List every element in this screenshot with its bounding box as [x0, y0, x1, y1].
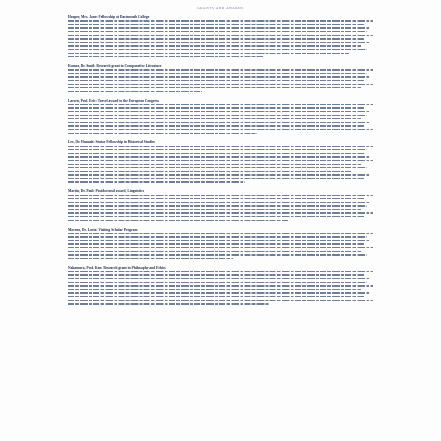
text-line [68, 129, 373, 130]
entry-heading: Nakamura, Prof. Ken: Research grant in Philosophy and Ethics [68, 265, 166, 270]
text-line [68, 69, 373, 70]
entry-heading: Larsen, Prof. Eric: Travel award to the European Congress [68, 98, 159, 103]
text-line [68, 42, 370, 43]
entry-block [68, 189, 373, 221]
text-line [68, 45, 361, 46]
text-line [68, 80, 364, 81]
text-line [68, 247, 373, 248]
text-line [68, 243, 364, 244]
text-line [68, 20, 373, 21]
text-line [68, 149, 367, 150]
entry-block [68, 15, 373, 57]
text-line [68, 202, 370, 203]
text-line [68, 24, 364, 25]
text-line [68, 289, 361, 290]
text-line [68, 198, 364, 199]
text-line [68, 27, 370, 28]
entry-heading: Lee, Dr. Hannah: Senior Fellowship in Historical Studies [68, 140, 155, 145]
text-line [68, 167, 367, 168]
text-line [68, 115, 367, 116]
entry-block [68, 64, 373, 92]
text-line [68, 178, 364, 179]
running-head: GRANTS AND AWARDS [197, 6, 244, 10]
entry-heading: Hooper, Mrs. Jane: Fellowship at Dartmouth College [68, 15, 150, 19]
text-line [68, 258, 233, 259]
entry-heading: Kumar, Dr. Sunil: Research grant in Comparative Literature [68, 63, 162, 68]
entry-heading: Martin, Dr. Paul: Postdoctoral award, Linguistics [68, 189, 145, 194]
text-line [68, 73, 367, 74]
text-line [68, 156, 370, 157]
text-line [68, 278, 370, 279]
text-line [68, 133, 257, 134]
text-line [68, 160, 373, 161]
text-line [68, 104, 373, 105]
text-line [68, 292, 370, 293]
text-line [68, 56, 263, 57]
text-line [68, 240, 370, 241]
text-line [68, 76, 370, 77]
text-line [68, 84, 373, 85]
text-line [68, 164, 361, 165]
text-line [68, 125, 364, 126]
text-column [68, 15, 373, 311]
text-line [68, 303, 269, 304]
text-line [68, 271, 373, 272]
text-line [68, 153, 364, 154]
text-line [68, 111, 370, 112]
text-line [68, 282, 367, 283]
text-line [68, 118, 361, 119]
entry-block [68, 228, 373, 260]
text-line [68, 195, 373, 196]
text-line [68, 146, 373, 147]
text-line [68, 254, 367, 255]
text-line [68, 274, 364, 275]
entry-block [68, 266, 373, 305]
text-line [68, 181, 245, 182]
entry-heading: Moreno, Dr. Lucia: Visiting Scholar Program [68, 227, 138, 232]
text-line [68, 87, 361, 88]
text-line [68, 209, 361, 210]
text-line [68, 35, 373, 36]
text-line [68, 205, 367, 206]
text-line [68, 220, 288, 221]
text-line [68, 212, 373, 213]
text-line [68, 53, 349, 54]
text-line [68, 91, 202, 92]
text-line [68, 300, 373, 301]
text-line [68, 285, 373, 286]
text-line [68, 216, 364, 217]
text-line [68, 174, 370, 175]
text-line [68, 31, 367, 32]
text-line [68, 49, 367, 50]
entry-block [68, 99, 373, 134]
text-line [68, 296, 364, 297]
entry-block [68, 140, 373, 182]
text-line [68, 236, 367, 237]
text-line [68, 107, 364, 108]
text-line [68, 233, 373, 234]
text-line [68, 171, 352, 172]
text-line [68, 38, 364, 39]
text-line [68, 122, 370, 123]
text-line [68, 251, 361, 252]
